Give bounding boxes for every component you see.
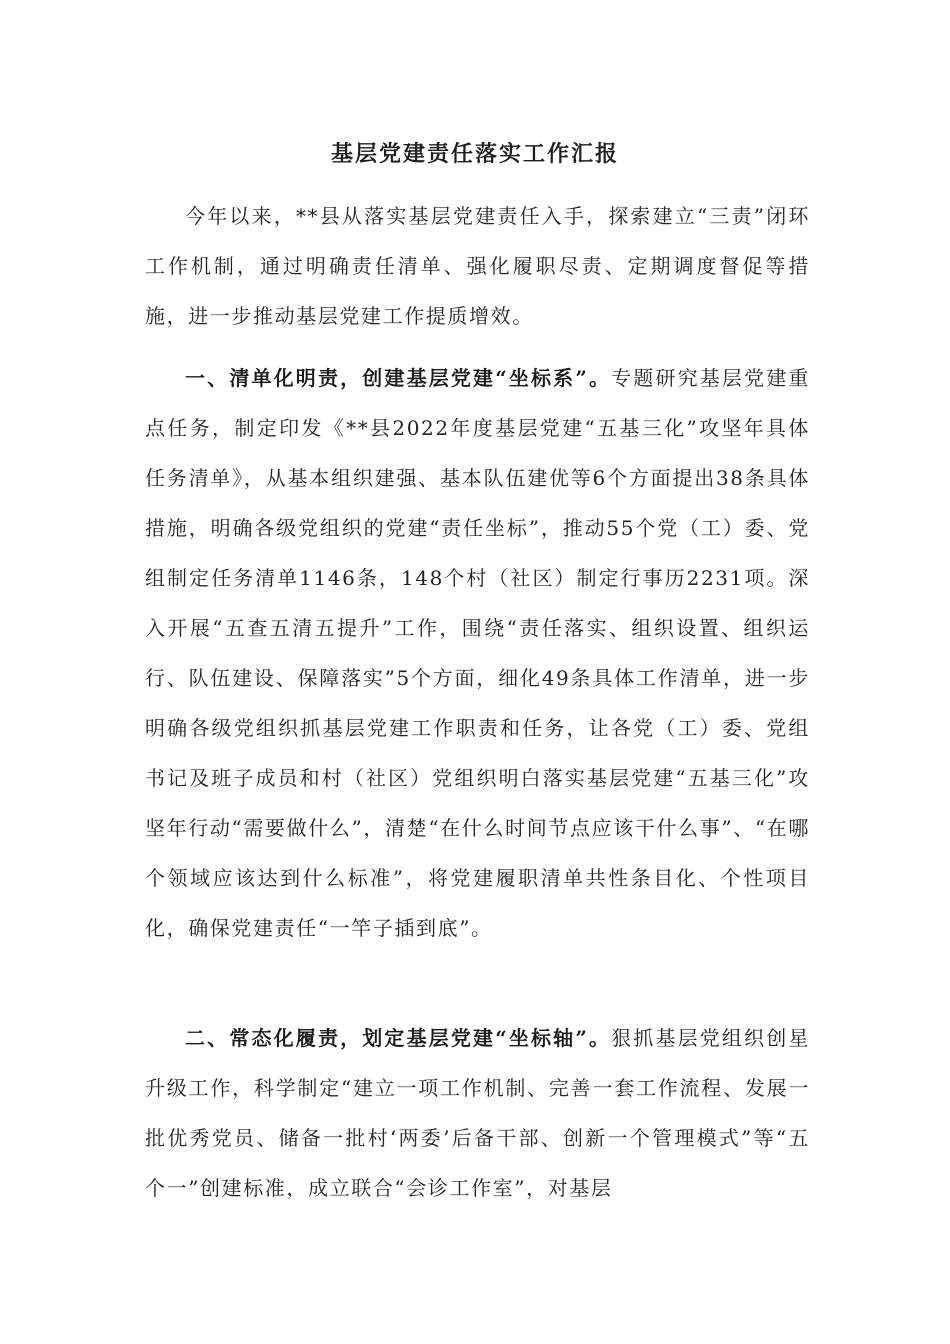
section-1-body: 专题研究基层党建重点任务，制定印发《**县2022年度基层党建“五基三化”攻坚年具体任务清单》，从基本组织建强、基本队伍建优等6个方面提出38条具体措施，明确各级党组织的党建“责任坐标”，推动55个党（工）委、党组制定任务清单1146条，148个村（社区）制定行事历2231项。深入开展“五查五清五提升”工作，围绕“责任落实、组织设置、组织运行、队伍建设、保障落实”5个方面，细化49条具体工作清单，进一步明确各级党组织抓基层党建工作职责和任务，让各党（工）委、党组书记及班子成员和村（社区）党组织明白落实基层党建“五基三化”攻坚年行动“需要做什么”，清楚“在什么时间节点应该干什么事”、“在哪个领域应该达到什么标准”，将党建履职清单共性条目化、个性项目化，确保党建责任“一竿子插到底”。 — [145, 366, 810, 940]
section-2-body: 狠抓基层党组织创星升级工作，科学制定“建立一项工作机制、完善一套工作流程、发展一批优秀党员、储备一批村‘两委’后备干部、创新一个管理模式”等“五个一”创建标准，成立联合“会诊工作室”，对基层 — [145, 1026, 810, 1200]
page-title: 基层党建责任落实工作汇报 — [330, 141, 619, 167]
section-1-heading: 一、清单化明责，创建基层党建“坐标系”。 — [185, 366, 612, 390]
section-1-paragraph — [145, 353, 810, 953]
section-2-heading: 二、常态化履责，划定基层党建“坐标轴”。 — [185, 1026, 612, 1050]
section-2-paragraph — [145, 1013, 810, 1229]
intro-paragraph: 今年以来，**县从落实基层党建责任入手，探索建立“三责”闭环工作机制，通过明确责任清单、强化履职尽责、定期调度督促等措施，进一步推动基层党建工作提质增效。 — [145, 204, 810, 328]
